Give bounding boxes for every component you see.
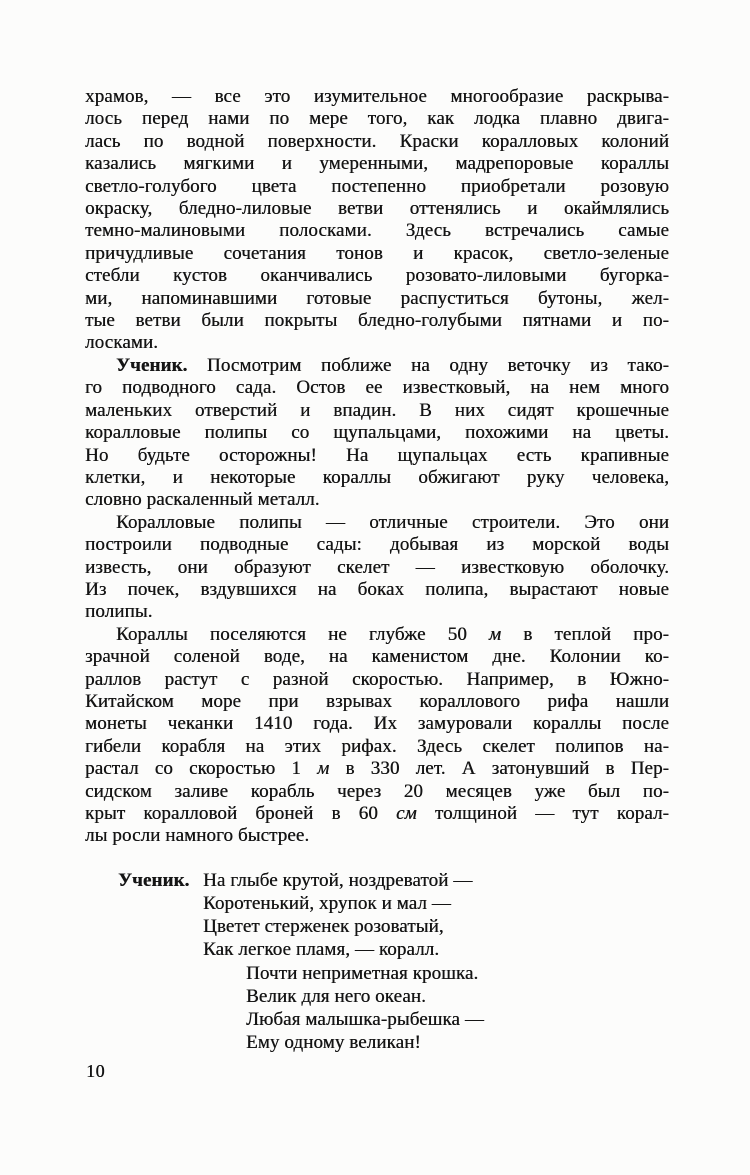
text-line: лосками. bbox=[85, 332, 159, 354]
poem-speaker-label: Ученик. bbox=[118, 869, 190, 891]
text-line: монеты чеканки 1410 года. Их замуровали кораллы после bbox=[85, 713, 669, 735]
text-line: маленьких отверстий и впадин. В них сидят крошечные bbox=[85, 399, 669, 421]
text-block bbox=[85, 86, 669, 1054]
text-line: Коралловые полипы — отличные строители. Это они bbox=[116, 511, 669, 533]
text-line: Как легкое пламя, — коралл. bbox=[203, 939, 440, 961]
text-line: словно раскаленный металл. bbox=[85, 489, 320, 511]
text-line: Цветет стерженек розоватый, bbox=[203, 916, 444, 938]
text-line: крыт коралловой броней в 60 см толщиной — тут корал- bbox=[85, 803, 669, 824]
text-line: Ученик. Посмотрим поближе на одну веточку из тако- bbox=[116, 354, 669, 376]
text-line: зрачной соленой воде, на каменистом дне. Колонии ко- bbox=[85, 646, 669, 668]
text-line: гибели корабля на этих рифах. Здесь скелет полипов на- bbox=[85, 735, 669, 757]
measurement-unit: м bbox=[488, 623, 502, 645]
text-line: стебли кустов оканчивались розовато-лиловыми бугорка- bbox=[85, 265, 669, 287]
measurement-unit: см bbox=[395, 803, 417, 824]
text-line: тые ветви были покрыты бледно-голубыми пятнами и по- bbox=[85, 310, 669, 332]
text-line: известь, они образуют скелет — известковую оболочку. bbox=[85, 556, 669, 578]
text-line: На глыбе крутой, ноздреватой — bbox=[203, 869, 473, 891]
text-line: светло-голубого цвета постепенно приобретали розовую bbox=[85, 175, 669, 197]
paragraph bbox=[85, 512, 669, 624]
speaker-label: Ученик. bbox=[116, 354, 188, 376]
text-line: Велик для него океан. bbox=[246, 985, 426, 1007]
text-line: Китайском море при взрывах кораллового рифа нашли bbox=[85, 690, 669, 712]
text-line: Кораллы поселяются не глубже 50 м в теплой про- bbox=[116, 623, 670, 645]
poem-stanza-2 bbox=[246, 962, 669, 1055]
paragraphs bbox=[85, 86, 669, 848]
page-number: 10 bbox=[86, 1061, 105, 1081]
measurement-unit: м bbox=[317, 758, 330, 780]
text-line: сидском заливе корабль через 20 месяцев уже был по- bbox=[85, 780, 669, 802]
text-line: лось перед нами по мере того, как лодка плавно двига- bbox=[85, 108, 669, 130]
text-line: полипы. bbox=[85, 601, 153, 623]
text-line: растал со скоростью 1 м в 330 лет. А затонувший в Пер- bbox=[85, 758, 669, 780]
text-line: ми, напоминавшими готовые распуститься бутоны, жел- bbox=[85, 287, 669, 309]
paragraph bbox=[85, 86, 669, 355]
text-line: Из почек, вздувшихся на боках полипа, вырастают новые bbox=[85, 578, 669, 600]
text-line: Любая малышка-рыбешка — bbox=[246, 1009, 484, 1031]
paragraph bbox=[85, 355, 669, 512]
text-line: го подводного сада. Остов ее известковый, на нем много bbox=[85, 377, 669, 399]
text-line: темно-малиновыми полосками. Здесь встречались самые bbox=[85, 220, 669, 242]
text-line: раллов растут с разной скоростью. Например, в Южно- bbox=[85, 668, 669, 690]
poem-stanza-1 bbox=[203, 869, 669, 962]
text-line: лась по водной поверхности. Краски коралловых колоний bbox=[85, 130, 669, 152]
text-line: Ему одному великан! bbox=[246, 1032, 421, 1054]
text-line: клетки, и некоторые кораллы обжигают руку человека, bbox=[85, 466, 669, 488]
text-line: казались мягкими и умеренными, мадрепоровые кораллы bbox=[85, 153, 669, 175]
text-line: построили подводные сады: добывая из морской воды bbox=[85, 534, 669, 556]
poem bbox=[85, 869, 669, 1055]
paragraph bbox=[85, 624, 669, 848]
text-line: лы росли намного быстрее. bbox=[85, 825, 310, 847]
text-line: окраску, бледно-лиловые ветви оттенялись и окаймлялись bbox=[85, 198, 669, 220]
text-line: Но будьте осторожны! На щупальцах есть крапивные bbox=[85, 444, 669, 466]
text-line: причудливые сочетания тонов и красок, светло-зеленые bbox=[85, 242, 669, 264]
text-line: Почти неприметная крошка. bbox=[246, 962, 479, 984]
text-line: храмов, — все это изумительное многообразие раскрыва- bbox=[85, 86, 669, 107]
text-line: коралловые полипы со щупальцами, похожими на цветы. bbox=[85, 422, 669, 444]
text-line: Коротенький, хрупок и мал — bbox=[203, 893, 451, 915]
